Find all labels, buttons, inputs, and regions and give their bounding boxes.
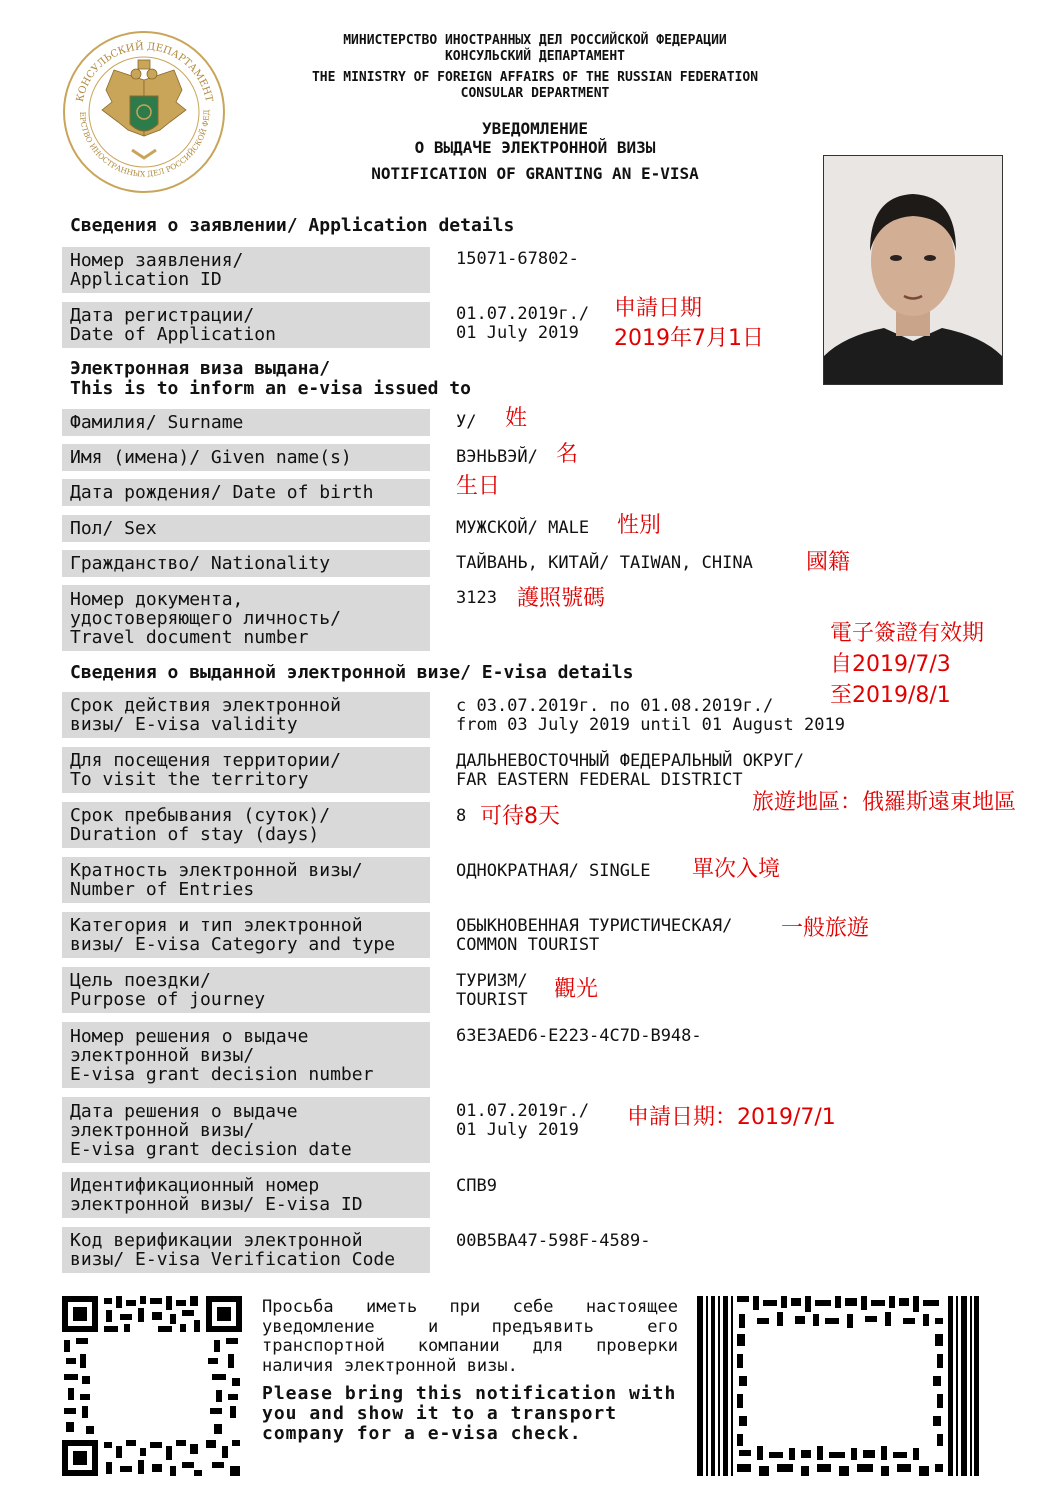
- label-number-of-entries: Кратность электронной визы/ Number of Entries: [62, 857, 430, 903]
- label-decision-date: Дата решения о выдаче электронной визы/ E-visa grant decision date: [62, 1097, 430, 1163]
- annotation-duration-of-stay: 可待8天: [480, 804, 560, 829]
- label-decision-number: Номер решения о выдаче электронной визы/ E-visa grant decision number: [62, 1022, 430, 1088]
- label-evisa-validity: Срок действия электронной визы/ E-visa validity: [62, 692, 430, 738]
- svg-text:МИНИСТЕРСТВО ИНОСТРАННЫХ ДЕЛ Р: ЕРСТВО ИНОСТРАННЫХ ДЕЛ РОССИЙСКОЙ ФЕД: [77, 109, 212, 179]
- annotation-sex: 性別: [617, 513, 662, 538]
- barcode: [697, 1296, 979, 1476]
- label-verification-code: Код верификации электронной визы/ E-visa Verification Code: [62, 1227, 430, 1273]
- title-ru-line1: УВЕДОМЛЕНИЕ: [482, 119, 588, 138]
- section-evisa-details: Сведения о выданной электронной визе/ E-visa details: [70, 662, 634, 683]
- value-number-of-entries: ОДНОКРАТНАЯ/ SINGLE: [456, 861, 651, 881]
- label-surname: Фамилия/ Surname: [62, 409, 430, 436]
- value-evisa-category: ОБЫКНОВЕННАЯ ТУРИСТИЧЕСКАЯ/ COMMON TOURIST: [456, 916, 733, 955]
- ministry-name-ru: МИНИСТЕРСТВО ИНОСТРАННЫХ ДЕЛ РОССИЙСКОЙ ФЕДЕРАЦИИ: [343, 33, 727, 48]
- label-given-names: Имя (имена)/ Given name(s): [62, 444, 430, 471]
- department-name-en: CONSULAR DEPARTMENT: [460, 86, 610, 101]
- annotation-decision-date: 申請日期：2019/7/1: [627, 1105, 836, 1130]
- value-date-of-application: 01.07.2019г./ 01 July 2019: [456, 304, 590, 343]
- value-nationality: ТАЙВАНЬ, КИТАЙ/ TAIWAN, CHINA: [456, 553, 753, 573]
- section-application-details: Сведения о заявлении/ Application details: [70, 215, 515, 236]
- label-application-id: Номер заявления/ Application ID: [62, 247, 430, 293]
- qr-code: [62, 1296, 242, 1476]
- annotation-surname: 姓: [505, 406, 528, 431]
- annotation-date-of-application: 申請日期 2019年7月1日: [614, 296, 764, 351]
- label-evisa-category: Категория и тип электронной визы/ E-visa Category and type: [62, 912, 430, 958]
- value-travel-document-number: 3123: [456, 588, 497, 608]
- value-evisa-validity: с 03.07.2019г. по 01.08.2019г./ from 03 July 2019 until 01 August 2019: [456, 696, 845, 735]
- applicant-photo: [823, 155, 1003, 385]
- annotation-evisa-validity: 電子簽證有效期 自2019/7/3 至2019/8/1: [830, 621, 985, 708]
- value-evisa-id: СПВ9: [456, 1176, 497, 1196]
- value-verification-code: 00B5BA47-598F-4589-: [456, 1231, 651, 1251]
- value-surname: У/: [456, 412, 477, 432]
- notice-ru: Просьба иметь при себе настоящее уведомление и предъявить его транспортной компании для проверки наличия электронной визы.: [262, 1297, 678, 1376]
- label-date-of-birth: Дата рождения/ Date of birth: [62, 479, 430, 506]
- ministry-name-en: THE MINISTRY OF FOREIGN AFFAIRS OF THE RUSSIAN FEDERATION: [311, 70, 759, 85]
- annotation-evisa-category: 一般旅遊: [781, 916, 870, 941]
- title-ru-line2: О ВЫДАЧЕ ЭЛЕКТРОННОЙ ВИЗЫ: [414, 138, 656, 157]
- notice-en: Please bring this notification with you and show it to a transport company for a e-visa check.: [262, 1383, 677, 1444]
- value-decision-date: 01.07.2019г./ 01 July 2019: [456, 1101, 590, 1140]
- value-duration-of-stay: 8: [456, 806, 467, 826]
- label-sex: Пол/ Sex: [62, 515, 430, 542]
- value-decision-number: 63E3AED6-E223-4C7D-B948-: [456, 1026, 702, 1046]
- title-en: NOTIFICATION OF GRANTING AN E-VISA: [371, 164, 699, 183]
- value-given-names: ВЭНЬВЭЙ/: [456, 447, 538, 467]
- value-sex: МУЖСКОЙ/ MALE: [456, 518, 590, 538]
- label-nationality: Гражданство/ Nationality: [62, 550, 430, 577]
- value-application-id: 15071-67802-: [456, 249, 579, 269]
- value-purpose-of-journey: ТУРИЗМ/ TOURIST: [456, 971, 528, 1010]
- annotation-given-names: 名: [556, 442, 579, 467]
- label-purpose-of-journey: Цель поездки/ Purpose of journey: [62, 967, 430, 1013]
- label-date-of-application: Дата регистрации/ Date of Application: [62, 302, 430, 348]
- label-travel-document-number: Номер документа, удостоверяющего личность/ Travel document number: [62, 585, 430, 651]
- annotation-travel-document-number: 護照號碼: [517, 586, 606, 611]
- annotation-territory: 旅遊地區：俄羅斯遠東地區: [752, 790, 1017, 815]
- department-name-ru: КОНСУЛЬСКИЙ ДЕПАРТАМЕНТ: [444, 49, 625, 64]
- ministry-seal: [62, 30, 227, 195]
- value-territory: ДАЛЬНЕВОСТОЧНЫЙ ФЕДЕРАЛЬНЫЙ ОКРУГ/ FAR EASTERN FEDERAL DISTRICT: [456, 751, 804, 790]
- annotation-date-of-birth: 生日: [456, 474, 501, 499]
- annotation-purpose-of-journey: 觀光: [554, 977, 599, 1002]
- label-territory: Для посещения территории/ To visit the territory: [62, 747, 430, 793]
- svg-text:КОНСУЛЬСКИЙ ДЕПАРТАМЕНТ: КОНСУЛЬСКИЙ ДЕПАРТАМЕНТ: [74, 41, 215, 103]
- annotation-nationality: 國籍: [806, 550, 851, 575]
- label-duration-of-stay: Срок пребывания (суток)/ Duration of stay (days): [62, 802, 430, 848]
- annotation-number-of-entries: 單次入境: [692, 857, 781, 882]
- label-evisa-id: Идентификационный номер электронной визы/ E-visa ID: [62, 1172, 430, 1218]
- section-issued-to: Электронная виза выдана/ This is to inform an e-visa issued to: [70, 358, 471, 399]
